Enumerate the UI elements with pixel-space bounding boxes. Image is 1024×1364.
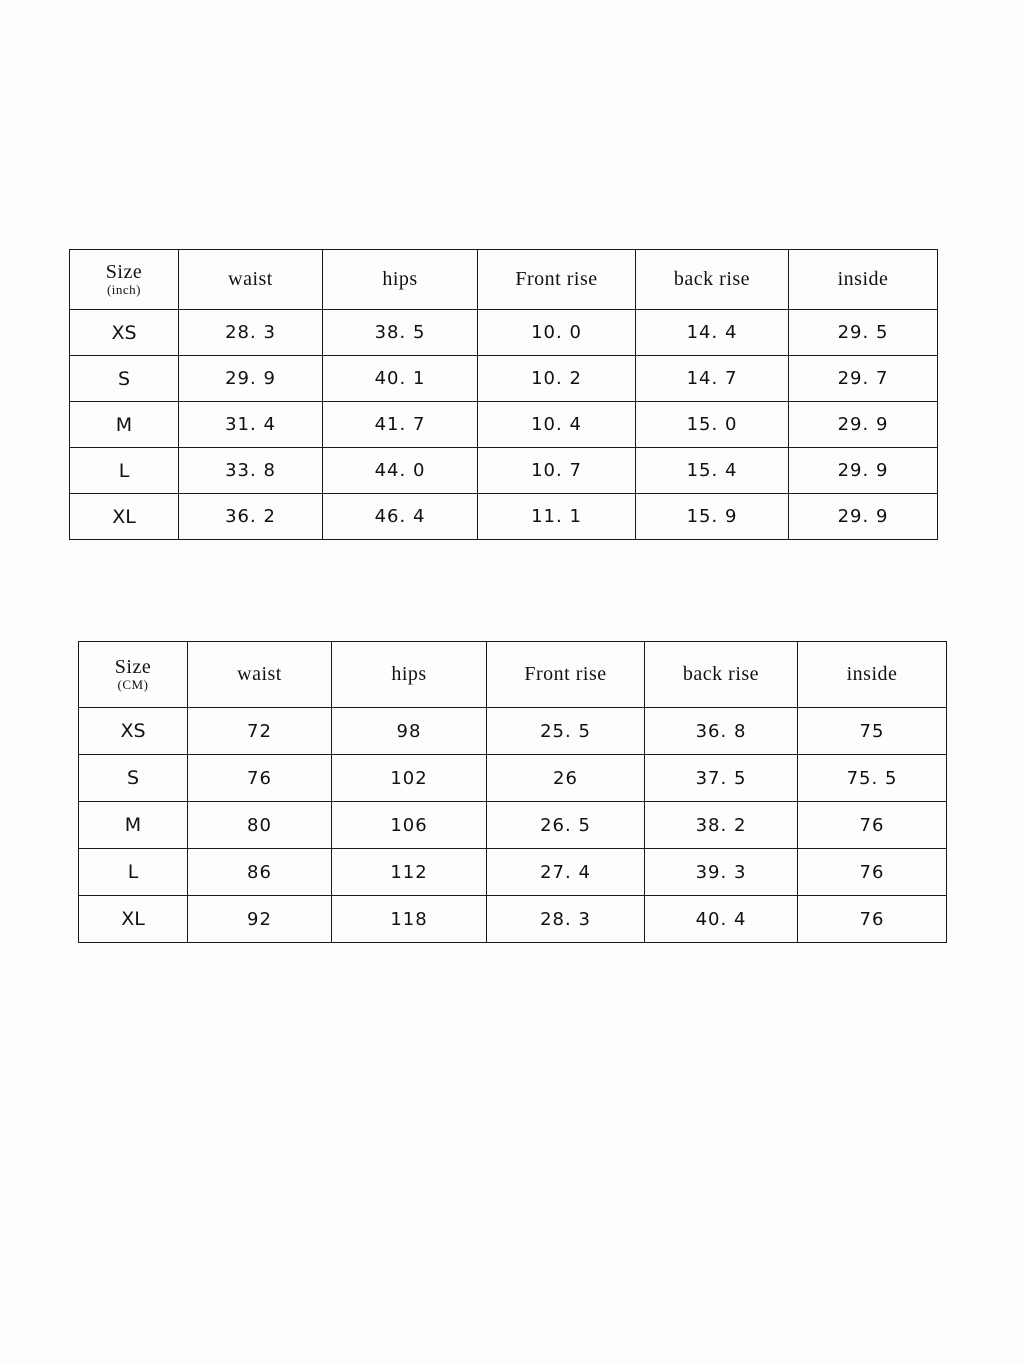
table-cell: 38. 5 [323,310,478,356]
table-cell: 44. 0 [323,448,478,494]
column-header-back-rise: back rise [645,642,798,708]
size-cell: L [79,849,188,896]
table-cell: 29. 9 [789,494,938,540]
table-cell: 36. 2 [179,494,323,540]
table-row [79,849,947,896]
size-cell: XS [70,310,179,356]
table-cell: 106 [332,802,487,849]
size-header [70,250,179,310]
table-cell: 36. 8 [645,708,798,755]
table-cell: 40. 1 [323,356,478,402]
table-cell: 75. 5 [798,755,947,802]
header-row [70,250,938,310]
table-cell: 80 [188,802,332,849]
table-row [70,356,938,402]
column-header-back-rise: back rise [636,250,789,310]
table-cell: 76 [798,849,947,896]
table-cell: 37. 5 [645,755,798,802]
table-cell: 92 [188,896,332,943]
table-cell: 112 [332,849,487,896]
table-cell: 29. 9 [789,402,938,448]
size-cell: S [79,755,188,802]
size-header [79,642,188,708]
table-cell: 25. 5 [487,708,645,755]
size-cell: L [70,448,179,494]
table-cell: 75 [798,708,947,755]
column-header-hips: hips [332,642,487,708]
table-cell: 72 [188,708,332,755]
column-header-waist: waist [188,642,332,708]
column-header-hips: hips [323,250,478,310]
table-cell: 10. 4 [478,402,636,448]
table-cell: 40. 4 [645,896,798,943]
table-cell: 29. 7 [789,356,938,402]
table-cell: 15. 4 [636,448,789,494]
table-row [79,896,947,943]
table-cell: 10. 2 [478,356,636,402]
table-cell: 29. 9 [179,356,323,402]
table-row [79,708,947,755]
table-cell: 14. 4 [636,310,789,356]
size-cell: M [70,402,179,448]
unit-label: (CM) [117,677,149,692]
column-header-inside: inside [789,250,938,310]
table-row [70,310,938,356]
table-cell: 41. 7 [323,402,478,448]
table-cell: 26. 5 [487,802,645,849]
table-row [70,402,938,448]
table-cell: 76 [188,755,332,802]
size-cell: XL [70,494,179,540]
column-header-inside: inside [798,642,947,708]
table-cell: 28. 3 [487,896,645,943]
table-cell: 118 [332,896,487,943]
table-cell: 26 [487,755,645,802]
table-cell: 76 [798,802,947,849]
table-cell: 27. 4 [487,849,645,896]
table-row [79,755,947,802]
table-cell: 98 [332,708,487,755]
table-cell: 11. 1 [478,494,636,540]
column-header-front-rise: Front rise [487,642,645,708]
column-header-waist: waist [179,250,323,310]
header-row [79,642,947,708]
size-cell: S [70,356,179,402]
table-cell: 86 [188,849,332,896]
size-cell: M [79,802,188,849]
table-cell: 15. 9 [636,494,789,540]
size-cell: XL [79,896,188,943]
size-chart-inch [69,249,938,540]
table-cell: 46. 4 [323,494,478,540]
table-cell: 31. 4 [179,402,323,448]
table-row [79,802,947,849]
size-header-label: Size [105,261,143,283]
table-cell: 38. 2 [645,802,798,849]
table-row [70,448,938,494]
table-cell: 14. 7 [636,356,789,402]
column-header-front-rise: Front rise [478,250,636,310]
size-header-label: Size [114,656,152,678]
table-cell: 10. 0 [478,310,636,356]
table-cell: 28. 3 [179,310,323,356]
table-cell: 76 [798,896,947,943]
size-chart-cm [78,641,947,943]
table-cell: 33. 8 [179,448,323,494]
size-cell: XS [79,708,188,755]
table-cell: 15. 0 [636,402,789,448]
table-row [70,494,938,540]
table-cell: 102 [332,755,487,802]
table-cell: 39. 3 [645,849,798,896]
table-cell: 10. 7 [478,448,636,494]
table-cell: 29. 9 [789,448,938,494]
table-cell: 29. 5 [789,310,938,356]
unit-label: (inch) [106,282,142,297]
